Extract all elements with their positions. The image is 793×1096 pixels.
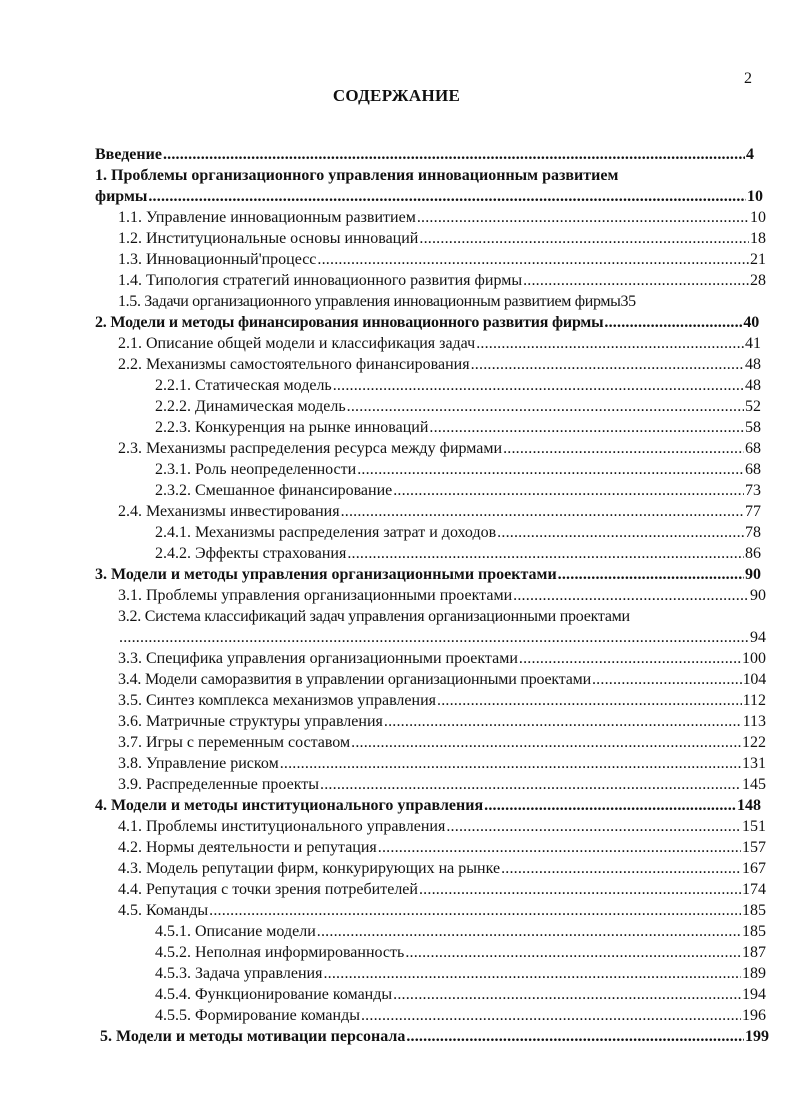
toc-entry-2-2[interactable] xyxy=(118,355,761,375)
toc-page: 185 xyxy=(742,902,766,919)
leader-dots xyxy=(317,250,749,270)
leader-dots xyxy=(333,376,744,396)
toc-entry-4-1[interactable] xyxy=(118,817,766,837)
toc-entry-3-8[interactable] xyxy=(118,754,766,774)
toc-page: 112 xyxy=(742,692,766,709)
leader-dots xyxy=(347,397,744,417)
toc-entry-4-5-3[interactable] xyxy=(155,964,766,984)
toc-entry-chapter-2[interactable] xyxy=(95,313,759,333)
toc-entry-4-5[interactable] xyxy=(118,901,766,921)
toc-entry-2-2-1[interactable] xyxy=(155,376,761,396)
toc-entry-3-3[interactable] xyxy=(118,649,766,669)
toc-entry-2-4[interactable] xyxy=(118,502,761,522)
toc-page: 41 xyxy=(745,335,761,352)
toc-label: 2.4.1. Механизмы распределения затрат и доходов xyxy=(155,524,497,541)
toc-page: 167 xyxy=(742,860,766,877)
leader-dots xyxy=(163,145,745,165)
toc-page: 4 xyxy=(746,146,754,163)
toc-label: 3.5. Синтез комплекса механизмов управления xyxy=(118,692,436,709)
leader-dots xyxy=(320,775,741,795)
leader-dots xyxy=(523,271,749,291)
leader-dots xyxy=(476,334,744,354)
toc-page: 90 xyxy=(745,566,761,583)
toc-entry-4-5-2[interactable] xyxy=(155,943,766,963)
toc-entry-chapter-5[interactable] xyxy=(100,1027,769,1047)
toc-entry-1-3[interactable] xyxy=(118,250,766,270)
toc-page: 28 xyxy=(750,272,766,289)
leader-dots xyxy=(357,460,744,480)
toc-label: Введение xyxy=(95,146,162,163)
leader-dots xyxy=(341,502,744,522)
toc-label: 2.2.2. Динамическая модель xyxy=(155,398,346,415)
toc-entry-chapter-1[interactable] xyxy=(95,187,763,207)
toc-entry-3-9[interactable] xyxy=(118,775,766,795)
toc-label: 4.4. Репутация с точки зрения потребителей xyxy=(118,881,418,898)
toc-label: 2.3.1. Роль неопределенности xyxy=(155,461,357,478)
toc-page: 157 xyxy=(742,839,766,856)
leader-dots xyxy=(592,670,742,690)
toc-page: 77 xyxy=(745,503,761,520)
toc-label: 3.3. Специфика управления организационными проектами xyxy=(118,650,518,667)
toc-label: 5. Модели и методы мотивации персонала xyxy=(100,1028,406,1045)
toc-page: 18 xyxy=(750,230,766,247)
leader-dots xyxy=(148,187,746,207)
toc-entry-chapter-1-line-1[interactable] xyxy=(95,166,760,186)
toc-label: 2.4. Механизмы инвестирования xyxy=(118,503,340,520)
leader-dots xyxy=(604,313,742,333)
toc-label: 4.5.4. Функционирование команды xyxy=(155,986,393,1003)
toc-label: 3.1. Проблемы управления организационными проектами xyxy=(118,587,513,604)
toc-page: 122 xyxy=(742,734,766,751)
toc-entry-intro[interactable] xyxy=(95,145,754,165)
toc-page: 52 xyxy=(745,398,761,415)
toc-entry-2-2-2[interactable] xyxy=(155,397,761,417)
leader-dots xyxy=(384,712,742,732)
toc-label: 1.4. Типология стратегий инновационного развития фирмы xyxy=(118,272,523,289)
toc-page: 185 xyxy=(742,923,766,940)
toc-entry-4-5-4[interactable] xyxy=(155,985,766,1005)
leader-dots xyxy=(558,565,744,585)
toc-page: 113 xyxy=(742,713,766,730)
toc-entry-3-1[interactable] xyxy=(118,586,766,606)
leader-dots xyxy=(471,355,744,375)
toc-label: 3.2. Система классификаций задач управления организационными проектами xyxy=(118,608,630,625)
leader-dots xyxy=(323,964,741,984)
toc-page: 104 xyxy=(742,671,766,688)
toc-entry-3-5[interactable] xyxy=(118,691,766,711)
toc-label: 4.2. Нормы деятельности и репутация xyxy=(118,839,377,856)
toc-entry-3-7[interactable] xyxy=(118,733,766,753)
leader-dots xyxy=(417,208,749,228)
toc-label: 1.5. Задачи организационного управления инновационным развитием фирмы xyxy=(118,293,621,310)
page-number: 2 xyxy=(744,70,752,87)
toc-page: 86 xyxy=(745,545,761,562)
toc-page: 68 xyxy=(745,440,761,457)
toc-page: 187 xyxy=(742,944,766,961)
toc-page: 145 xyxy=(742,776,766,793)
toc-label: 2.2. Механизмы самостоятельного финансирования xyxy=(118,356,470,373)
toc-page: 199 xyxy=(745,1028,769,1045)
toc-entry-3-2[interactable] xyxy=(118,628,766,648)
toc-page: 189 xyxy=(742,965,766,982)
page-title: СОДЕРЖАНИЕ xyxy=(332,86,461,105)
toc-entry-2-4-1[interactable] xyxy=(155,523,761,543)
toc-label: 3.6. Матричные структуры управления xyxy=(118,713,383,730)
leader-dots xyxy=(393,985,741,1005)
leader-dots xyxy=(419,229,749,249)
toc-page: 94 xyxy=(750,629,766,646)
leader-dots xyxy=(209,901,741,921)
leader-dots xyxy=(280,754,741,774)
toc-entry-3-2-line-1[interactable] xyxy=(118,607,773,627)
toc-page: 10 xyxy=(747,188,763,205)
leader-dots xyxy=(437,691,742,711)
toc-entry-1-4[interactable] xyxy=(118,271,766,291)
leader-dots xyxy=(347,544,744,564)
toc-entry-4-2[interactable] xyxy=(118,838,766,858)
toc-entry-3-4[interactable] xyxy=(118,670,766,690)
toc-page: 35 xyxy=(620,293,636,310)
toc-label: 2.4.2. Эффекты страхования xyxy=(155,545,347,562)
toc-page: 174 xyxy=(742,881,766,898)
leader-dots xyxy=(317,922,741,942)
toc-entry-2-3-1[interactable] xyxy=(155,460,761,480)
leader-dots xyxy=(351,733,741,753)
toc-page: 78 xyxy=(745,524,761,541)
toc-label: 2. Модели и методы финансирования инновационного развития фирмы xyxy=(95,314,604,331)
toc-page: 58 xyxy=(745,419,761,436)
toc-page: 40 xyxy=(743,314,759,331)
toc-entry-1-2[interactable] xyxy=(118,229,766,249)
toc-entry-4-3[interactable] xyxy=(118,859,766,879)
toc-entry-2-4-2[interactable] xyxy=(155,544,761,564)
toc-page: 194 xyxy=(742,986,766,1003)
toc-label: 1. Проблемы организационного управления инновационным развитием xyxy=(95,167,619,184)
leader-dots xyxy=(393,481,744,501)
toc-label: 4.5. Команды xyxy=(118,902,209,919)
toc-page: 10 xyxy=(750,209,766,226)
toc-label: 2.3.2. Смешанное финансирование xyxy=(155,482,393,499)
toc-label: 3.4. Модели саморазвития в управлении организационными проектами xyxy=(118,671,591,688)
toc-entry-1-1[interactable] xyxy=(118,208,766,228)
toc-entry-4-5-1[interactable] xyxy=(155,922,766,942)
leader-dots xyxy=(119,628,749,648)
toc-entry-4-4[interactable] xyxy=(118,880,766,900)
toc-label: 3.8. Управление риском xyxy=(118,755,279,772)
leader-dots xyxy=(484,796,736,816)
toc-label: 2.2.1. Статическая модель xyxy=(155,377,332,394)
toc-entry-2-2-3[interactable] xyxy=(155,418,761,438)
leader-dots xyxy=(429,418,744,438)
toc-entry-2-3[interactable] xyxy=(118,439,761,459)
toc-label: 4.1. Проблемы институционального управления xyxy=(118,818,446,835)
leader-dots xyxy=(497,523,744,543)
leader-dots xyxy=(513,586,749,606)
leader-dots xyxy=(503,439,744,459)
toc-entry-2-3-2[interactable] xyxy=(155,481,761,501)
leader-dots xyxy=(519,649,741,669)
toc-entry-3-6[interactable] xyxy=(118,712,766,732)
toc-label: 1.3. Инновационный'процесс xyxy=(118,251,317,268)
toc-page: 196 xyxy=(742,1007,766,1024)
toc-label: 3. Модели и методы управления организационными проектами xyxy=(95,566,557,583)
toc-page: 131 xyxy=(742,755,766,772)
toc-page: 68 xyxy=(745,461,761,478)
toc-page: 48 xyxy=(745,356,761,373)
toc-label: 2.3. Механизмы распределения ресурса между фирмами xyxy=(118,440,503,457)
leader-dots xyxy=(378,838,741,858)
toc-entry-chapter-3[interactable] xyxy=(95,565,761,585)
toc-label: 4.5.5. Формирование команды xyxy=(155,1007,360,1024)
toc-page: 151 xyxy=(742,818,766,835)
toc-page: 73 xyxy=(745,482,761,499)
toc-page: 100 xyxy=(742,650,766,667)
toc-label: 4.5.1. Описание модели xyxy=(155,923,316,940)
toc-page: 90 xyxy=(750,587,766,604)
toc-label: 4.3. Модель репутации фирм, конкурирующих на рынке xyxy=(118,860,501,877)
toc-entry-2-1[interactable] xyxy=(118,334,761,354)
toc-label: 2.1. Описание общей модели и классификация задач xyxy=(118,335,476,352)
toc-entry-chapter-4[interactable] xyxy=(95,796,761,816)
toc-page: 48 xyxy=(745,377,761,394)
toc-label: 2.2.3. Конкуренция на рынке инноваций xyxy=(155,419,429,436)
toc-label: 3.7. Игры с переменным составом xyxy=(118,734,351,751)
toc-label: 1.2. Институциональные основы инноваций xyxy=(118,230,419,247)
toc-entry-4-5-5[interactable] xyxy=(155,1006,766,1026)
toc-page: 21 xyxy=(750,251,766,268)
toc-label: фирмы xyxy=(95,188,148,205)
leader-dots xyxy=(419,880,741,900)
toc-page: 148 xyxy=(737,797,761,814)
toc-entry-1-5[interactable] xyxy=(118,292,773,312)
leader-dots xyxy=(361,1006,741,1026)
leader-dots xyxy=(406,1027,744,1047)
toc-label: 4.5.3. Задача управления xyxy=(155,965,323,982)
leader-dots xyxy=(501,859,741,879)
toc-label: 4. Модели и методы институционального управления xyxy=(95,797,484,814)
leader-dots xyxy=(405,943,741,963)
toc-label: 1.1. Управление инновационным развитием xyxy=(118,209,416,226)
toc-label: 4.5.2. Неполная информированность xyxy=(155,944,405,961)
leader-dots xyxy=(446,817,741,837)
toc-label: 3.9. Распределенные проекты xyxy=(118,776,320,793)
